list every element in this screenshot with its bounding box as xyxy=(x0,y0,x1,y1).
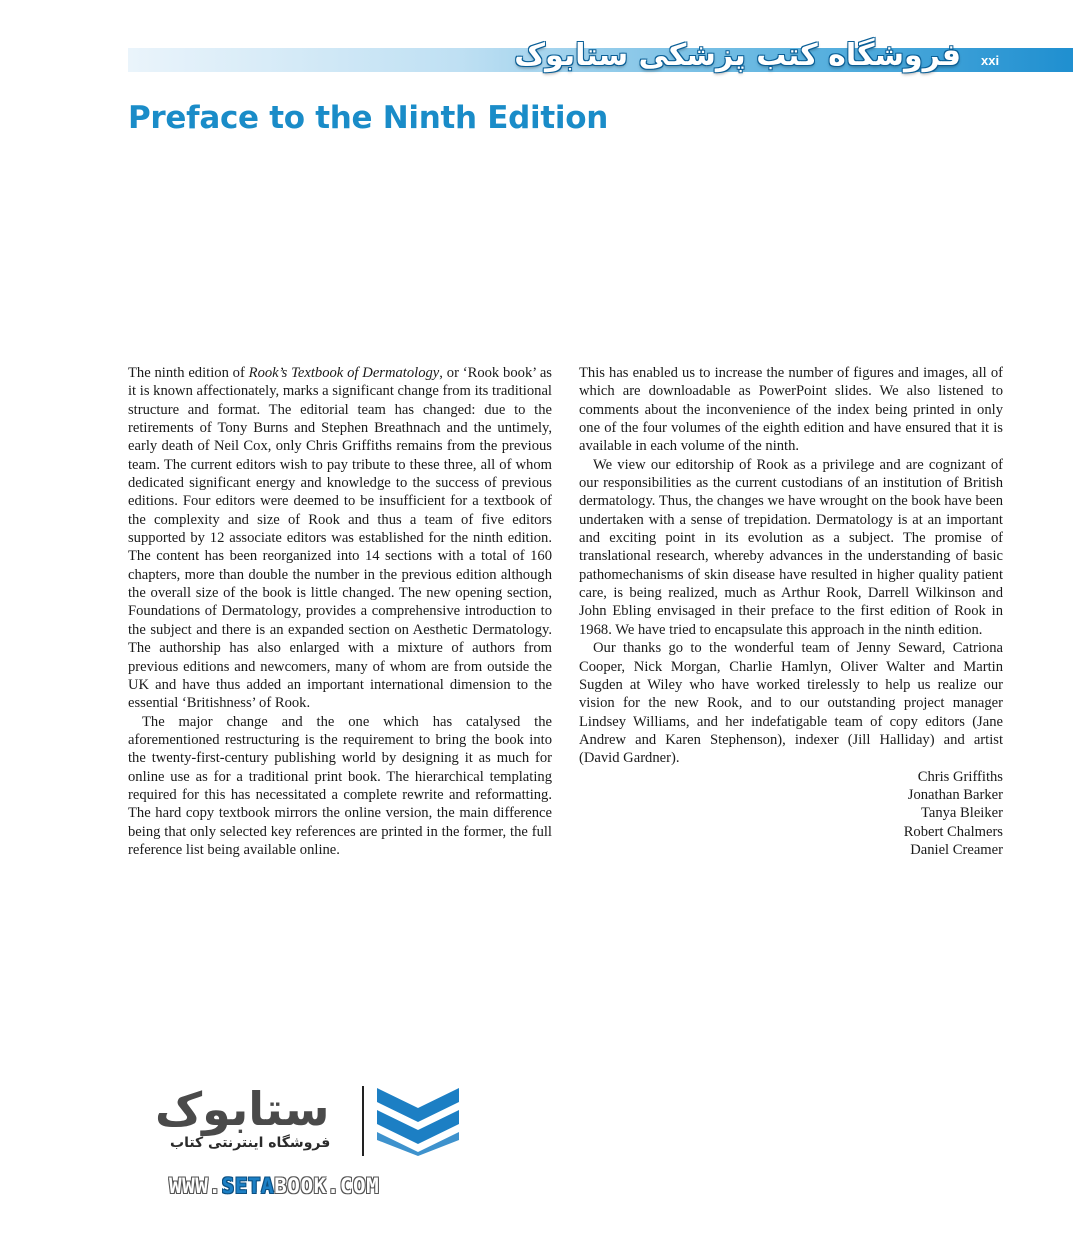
signature: Daniel Creamer xyxy=(910,841,1003,858)
header-banner-text: فروشگاه کتب پزشکی ستابوک xyxy=(514,38,961,73)
paragraph: This has enabled us to increase the number of figures and images, all of which are downloadable as PowerPoint slides. We also listened to comments about the inconvenience of the index being printed in only one of the four volumes of the eighth edition and have ensured that it is available in each volume of the ninth. xyxy=(579,365,1003,455)
paragraph: Our thanks go to the wonderful team of Jenny Seward, Catriona Cooper, Nick Morgan, Charlie Hamlyn, Oliver Walter and Martin Sugden at Wiley who have worked tirelessly to help us realize our vision for the new Rook, and to our outstanding project manager Lindsey Williams, and her indefatigable team of copy editors (Jane Andrew and Karen Stephenson), indexer (Jill Halliday) and artist (David Gardner). xyxy=(579,640,1003,767)
signature: Jonathan Barker xyxy=(907,786,1003,803)
paragraph xyxy=(128,364,552,713)
logo-wordmark: ستابوک xyxy=(155,1082,330,1136)
signature: Robert Chalmers xyxy=(903,823,1003,840)
left-column xyxy=(128,364,552,859)
setabook-watermark-logo xyxy=(155,1080,470,1205)
url-highlight: SETA xyxy=(221,1174,275,1198)
signature: Tanya Bleiker xyxy=(920,805,1003,822)
logo-divider xyxy=(362,1086,364,1156)
url-part: BOOK.COM xyxy=(274,1174,380,1198)
paragraph: The major change and the one which has catalysed the aforementioned restructuring is the requirement to bring the book into the twenty-first-century publishing world by designing it as much for online use as for a traditional print book. The hierarchical templating required for this has necessitated a complete rewrite and reformatting. The hard copy textbook mirrors the online version, the main difference being that only selected key references are printed in the former, the full reference list being available online. xyxy=(128,713,552,858)
signature-list xyxy=(579,768,1003,860)
logo-subtitle: فروشگاه اینترنتی کتاب xyxy=(170,1135,331,1151)
chevron-logo-icon xyxy=(373,1084,463,1156)
paragraph: We view our editorship of Rook as a privilege and are cognizant of our responsibilities as the current custodians of an institution of British dermatology. Thus, the changes we have wrought on the book have been undertaken with a sense of trepidation. Dermatology is at an important and exciting point in its evolution as a subject. The promise of translational research, whereby advances in the understanding of basic pathomechanisms of skin disease have resulted in higher quality patient care, is being realized, much as Arthur Rook, Darrell Wilkinson and John Ebling envisaged in their preface to the first edition of Rook in 1968. We have tried to encapsulate this approach in the ninth edition. xyxy=(579,456,1003,638)
logo-url xyxy=(169,1174,379,1198)
signature: Chris Griffiths xyxy=(917,768,1003,785)
paragraph-text: The ninth edition of xyxy=(128,365,249,381)
right-column xyxy=(579,364,1003,859)
paragraph-text: , or ‘Rook book’ as it is known affectionately, marks a significant change from its traditional structure and format. The editorial team has changed: due to the retirements of Tony Burns and Stephen Breathnach and the untimely, early death of Neil Cox, only Chris Griffiths remains from the previous team. The current editors wish to pay tribute to these three, all of whom dedicated significant energy and knowledge to the success of previous editions. Four editors were deemed to be insufficient for a textbook of the complexity and size of Rook and thus a team of five editors supported by 12 associate editors was established for the ninth edition. The content has been reorganized into 14 sections with a total of 160 chapters, more than double the number in the previous edition although the overall size of the book is little changed. The new opening section, Foundations of Dermatology, provides a comprehensive introduction to the subject and there is an expanded section on Aesthetic Dermatology. The authorship has also enlarged with a mixture of authors from previous editions and newcomers, many of whom are from outside the UK and have thus added an important international dimension to the essential ‘Britishness’ of Rook. xyxy=(128,365,552,712)
book-title: Rook’s Textbook of Dermatology xyxy=(248,365,440,381)
url-part: WWW. xyxy=(169,1174,222,1198)
page-number: xxi xyxy=(981,53,1000,68)
page-title: Preface to the Ninth Edition xyxy=(128,100,608,136)
